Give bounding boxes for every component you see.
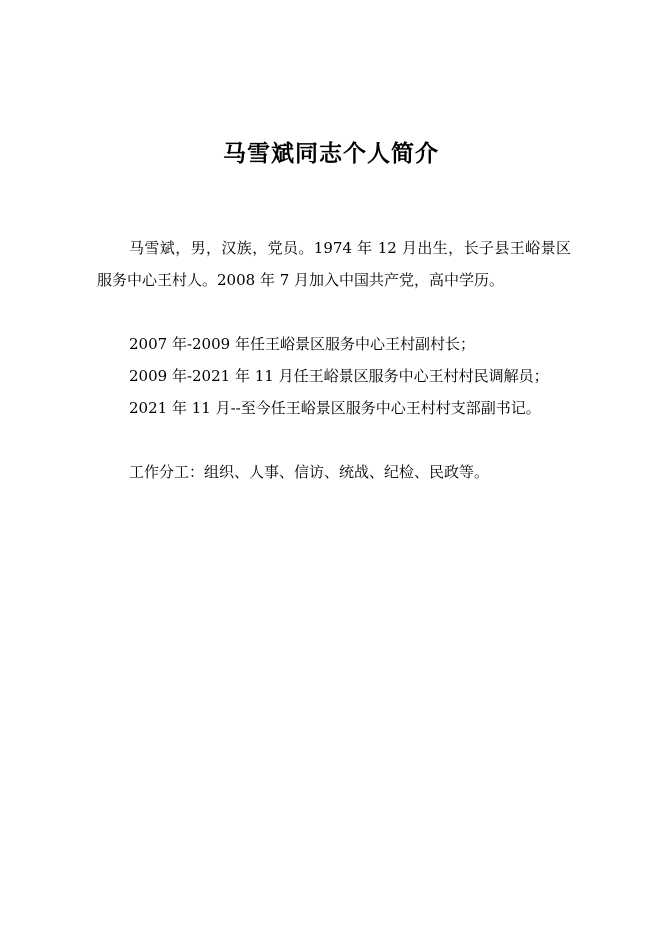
duties-paragraph: 工作分工：组织、人事、信访、统战、纪检、民政等。 <box>129 463 490 481</box>
document-title: 马雪斌同志个人简介 <box>223 141 439 167</box>
career-item-3: 2021 年 11 月--至今任王峪景区服务中心王村村支部副书记。 <box>129 399 541 417</box>
career-item-2: 2009 年-2021 年 11 月任王峪景区服务中心王村村民调解员； <box>129 367 549 385</box>
document-body <box>97 232 571 488</box>
career-item-1: 2007 年-2009 年任王峪景区服务中心王村副村长； <box>129 335 475 353</box>
intro-paragraph: 马雪斌，男，汉族，党员。1974 年 12 月出生，长子县王峪景区服务中心王村人。2008 年 7 月加入中国共产党，高中学历。 <box>97 239 571 289</box>
paragraph-spacer <box>97 296 571 328</box>
paragraph-spacer <box>97 424 571 456</box>
